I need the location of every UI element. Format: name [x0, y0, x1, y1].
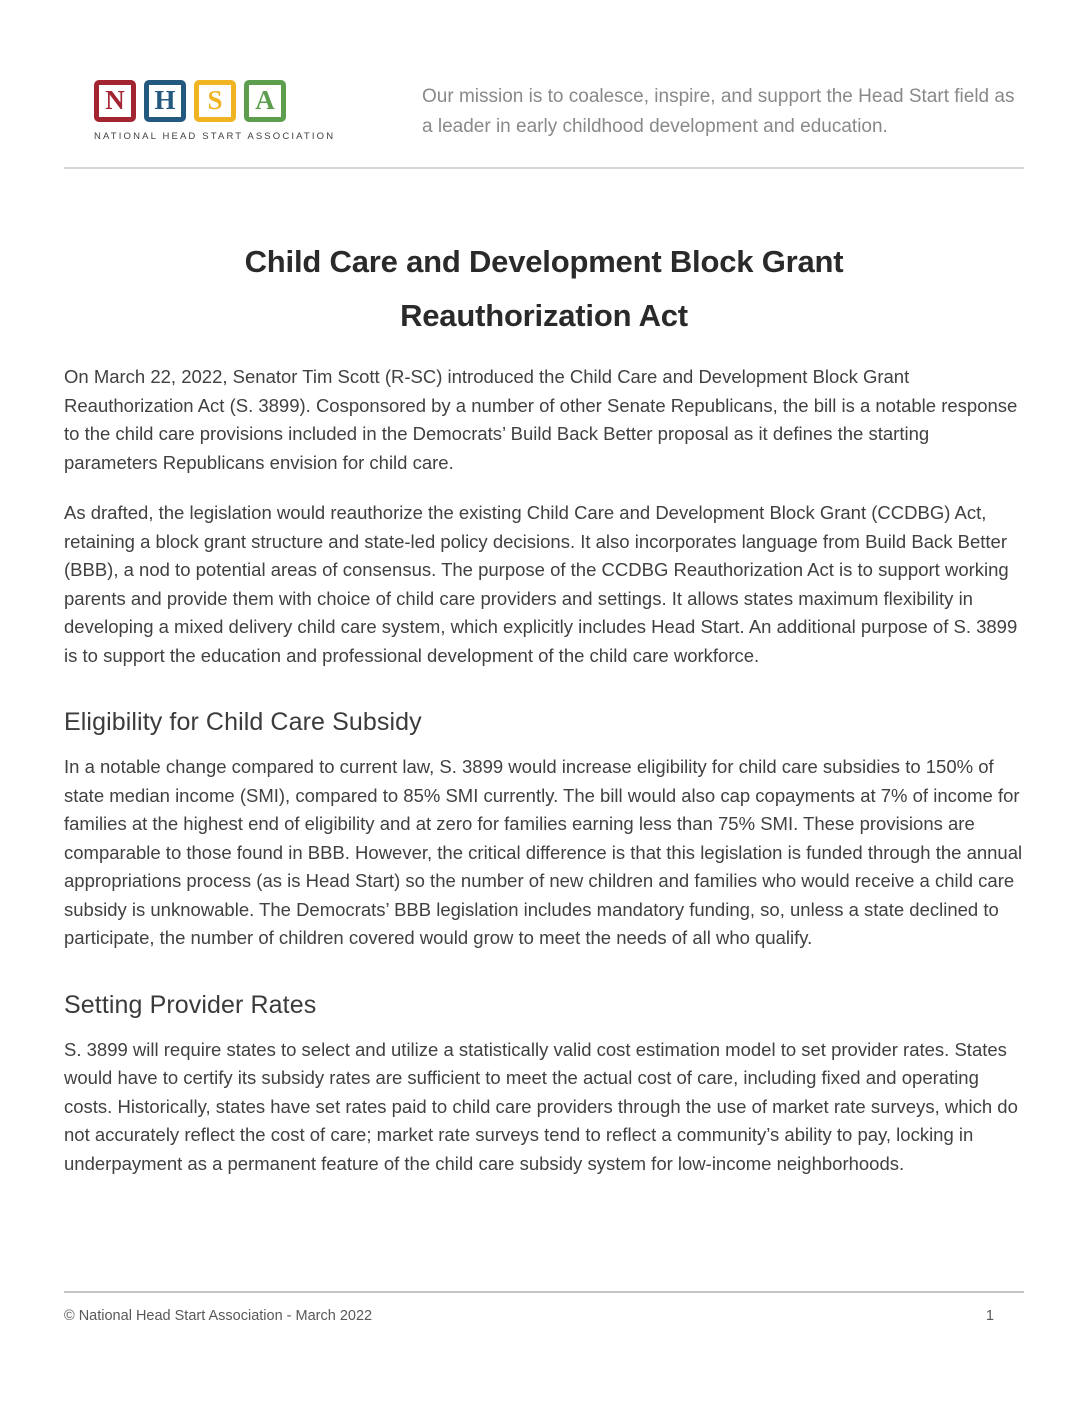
footer-divider	[64, 1291, 1024, 1293]
page-number: 1	[985, 1308, 994, 1324]
section-heading-eligibility: Eligibility for Child Care Subsidy	[64, 708, 422, 736]
footer-copyright: © National Head Start Association - March 2022	[64, 1308, 373, 1324]
logo-block-n-icon: N	[94, 80, 136, 122]
logo-block-a-icon: A	[244, 80, 286, 122]
document-title	[64, 235, 1024, 343]
section-paragraph-provider-rates: S. 3899 will require states to select and utilize a statistically valid cost estimation model to set provider rates. States would have to certify its subsidy rates are sufficient to meet the actual cost of care, including fixed and operating costs. Historically, states have set rates paid to child care providers through the use of market rate surveys, which do not accurately reflect the cost of care; market rate surveys tend to reflect a community’s ability to pay, locking in underpayment as a permanent feature of the child care subsidy system for low-income neighborhoods.	[64, 1038, 1018, 1174]
nhsa-logo	[94, 80, 390, 142]
logo-block-s-icon: S	[194, 80, 236, 122]
section-heading-provider-rates: Setting Provider Rates	[64, 990, 317, 1019]
intro-paragraph-1: On March 22, 2022, Senator Tim Scott (R-SC) introduced the Child Care and Development Block Grant Reauthorization Act (S. 3899). Cosponsored by a number of other Senate Republicans, the bill is a notable response to the child care provisions included in the Democrats’ Build Back Better proposal as it defines the starting parameters Republicans envision for child care.	[64, 366, 1018, 473]
document-title-line-2: Reauthorization Act	[400, 298, 688, 333]
document-body	[64, 169, 1024, 1178]
footer-row	[64, 1308, 1024, 1324]
section-paragraph-eligibility: In a notable change compared to current law, S. 3899 would increase eligibility for child care subsidies to 150% of state median income (SMI), compared to 85% SMI currently. The bill would also cap copayments at 7% of income for families at the highest end of eligibility and at zero for families earning less than 75% SMI. These provisions are comparable to those found in BBB. However, the critical difference is that this legislation is funded through the annual appropriations process (as is Head Start) so the number of new children and families who would receive a child care subsidy is unknowable. The Democrats’ BBB legislation includes mandatory funding, so, unless a state declined to participate, the number of children covered would grow to meet the needs of all who qualify.	[64, 756, 1023, 948]
document-title-line-1: Child Care and Development Block Grant	[244, 244, 844, 279]
page-header	[64, 0, 1024, 142]
page-footer	[64, 1291, 1024, 1408]
logo-caption: NATIONAL HEAD START ASSOCIATION	[94, 131, 336, 142]
logo-block-h-icon: H	[144, 80, 186, 122]
logo-blocks	[94, 80, 390, 122]
intro-paragraph-2: As drafted, the legislation would reauthorize the existing Child Care and Development Block Grant (CCDBG) Act, retaining a block grant structure and state-led policy decisions. It also incorporates language from Build Back Better (BBB), a nod to potential areas of consensus. The purpose of the CCDBG Reauthorization Act is to support working parents and provide them with choice of child care providers and settings. It allows states maximum flexibility in developing a mixed delivery child care system, which explicitly includes Head Start. An additional purpose of S. 3899 is to support the education and professional development of the child care workforce.	[64, 502, 1018, 666]
mission-statement: Our mission is to coalesce, inspire, and support the Head Start field as a leader in early childhood development and education.	[422, 86, 1015, 137]
